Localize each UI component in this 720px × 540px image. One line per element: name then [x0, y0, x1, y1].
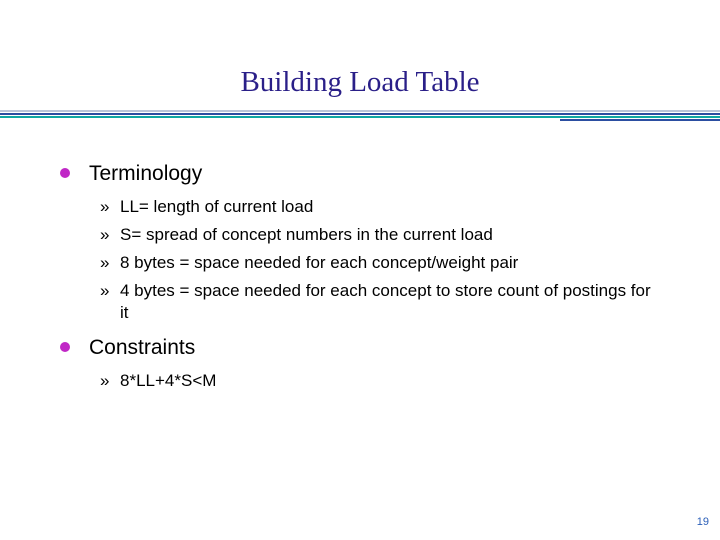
- rule-line-short: [560, 119, 720, 121]
- bullet-dot-icon: [60, 342, 70, 352]
- list-item: [100, 280, 660, 324]
- list-item-text: S= spread of concept numbers in the current load: [120, 225, 493, 244]
- title-rule: [0, 110, 720, 122]
- list-item: [100, 370, 660, 392]
- list-item: [100, 224, 660, 246]
- list-item-text: 4 bytes = space needed for each concept to store count of postings for it: [120, 281, 651, 322]
- bullet-terminology: [60, 162, 680, 186]
- rule-line-teal: [0, 116, 720, 118]
- chevron-right-icon: »: [100, 197, 110, 216]
- page-number: 19: [696, 516, 709, 528]
- bullet-constraints: [60, 336, 680, 360]
- chevron-right-icon: »: [100, 371, 110, 390]
- chevron-right-icon: »: [100, 253, 110, 272]
- list-item: [100, 196, 660, 218]
- chevron-right-icon: »: [100, 281, 110, 300]
- constraints-list: [100, 370, 660, 398]
- chevron-right-icon: »: [100, 225, 110, 244]
- rule-line-dark: [0, 113, 720, 115]
- section-heading: Constraints: [89, 336, 196, 359]
- list-item-text: 8*LL+4*S<M: [120, 371, 217, 390]
- bullet-dot-icon: [60, 168, 70, 178]
- slide-title: Building Load Table: [240, 66, 480, 98]
- rule-line-light: [0, 110, 720, 112]
- list-item-text: 8 bytes = space needed for each concept/weight pair: [120, 253, 519, 272]
- list-item-text: LL= length of current load: [120, 197, 314, 216]
- terminology-list: [100, 196, 660, 330]
- list-item: [100, 252, 660, 274]
- section-heading: Terminology: [89, 162, 203, 185]
